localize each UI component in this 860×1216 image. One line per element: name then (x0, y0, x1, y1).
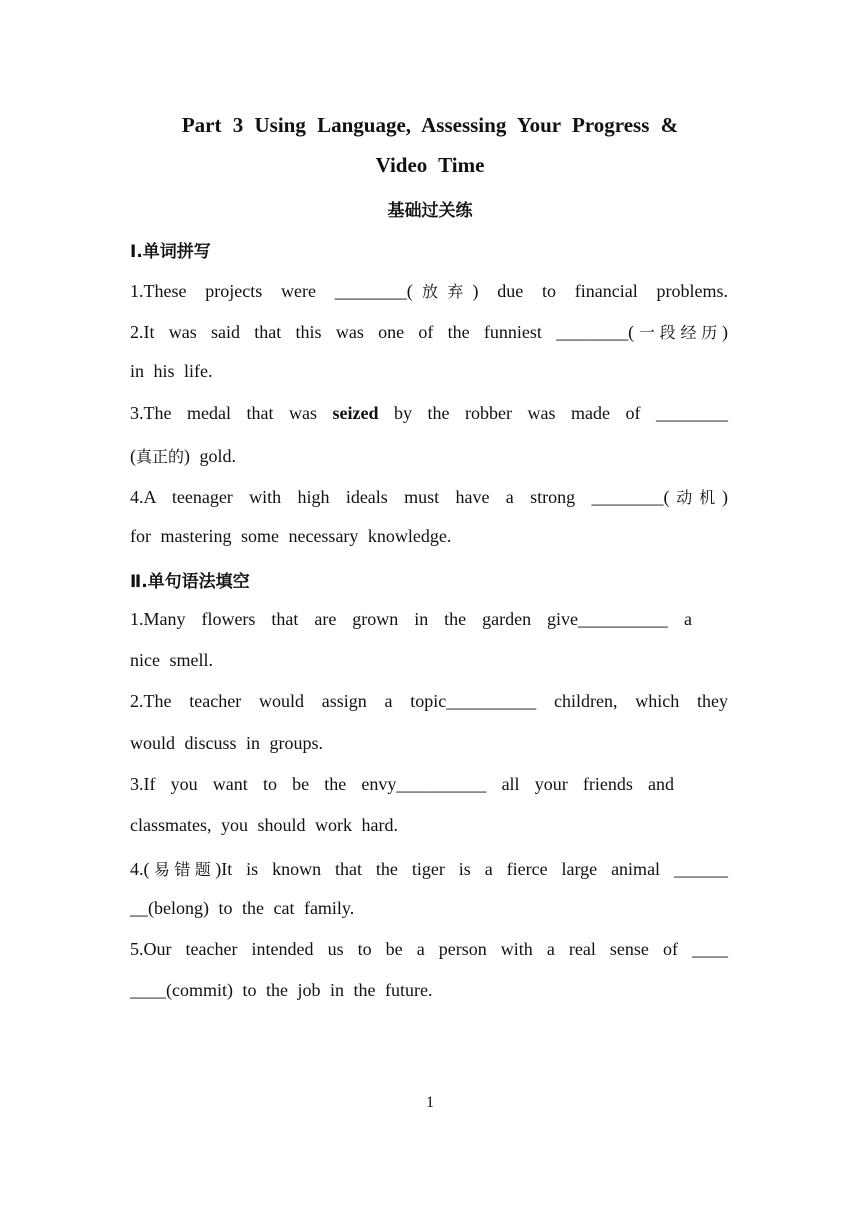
exercise-line: 1.These projects were ________(放弃) due to financial problems. (130, 281, 728, 301)
section-heading-spelling: Ⅰ.单词拼写 (130, 242, 211, 262)
exercise-line: __(belong) to the cat family. (130, 898, 355, 918)
title-line-1: Part 3 Using Language, Assessing Your Progress & (181, 113, 679, 137)
exercise-line: 3.If you want to be the envy__________ all your friends and (130, 774, 674, 794)
page-number: 1 (426, 1094, 434, 1111)
exercise-line: 1.Many flowers that are grown in the garden give__________ a (130, 609, 692, 629)
section-heading-grammar: Ⅱ.单句语法填空 (130, 572, 250, 592)
title-line-2: Video Time (375, 153, 485, 177)
exercise-line: 4.(易错题)It is known that the tiger is a fierce large animal ______ (130, 859, 728, 879)
exercise-line: ____(commit) to the job in the future. (130, 980, 433, 1000)
exercise-line: would discuss in groups. (130, 733, 324, 753)
subtitle: 基础过关练 (387, 201, 473, 221)
exercise-line: 4.A teenager with high ideals must have a strong ________(动机) (130, 487, 728, 507)
exercise-line: for mastering some necessary knowledge. (130, 526, 452, 546)
exercise-line: 2.The teacher would assign a topic__________ children, which they (130, 691, 728, 711)
exercise-line: 5.Our teacher intended us to be a person with a real sense of ____ (130, 939, 728, 959)
exercise-line: (真正的) gold. (130, 446, 237, 466)
exercise-line: in his life. (130, 361, 213, 381)
exercise-line: classmates, you should work hard. (130, 815, 398, 835)
exercise-line: 3.The medal that was seized by the robber was made of ________ (130, 403, 728, 423)
exercise-line: nice smell. (130, 650, 213, 670)
exercise-line: 2.It was said that this was one of the funniest ________(一段经历) (130, 322, 728, 342)
